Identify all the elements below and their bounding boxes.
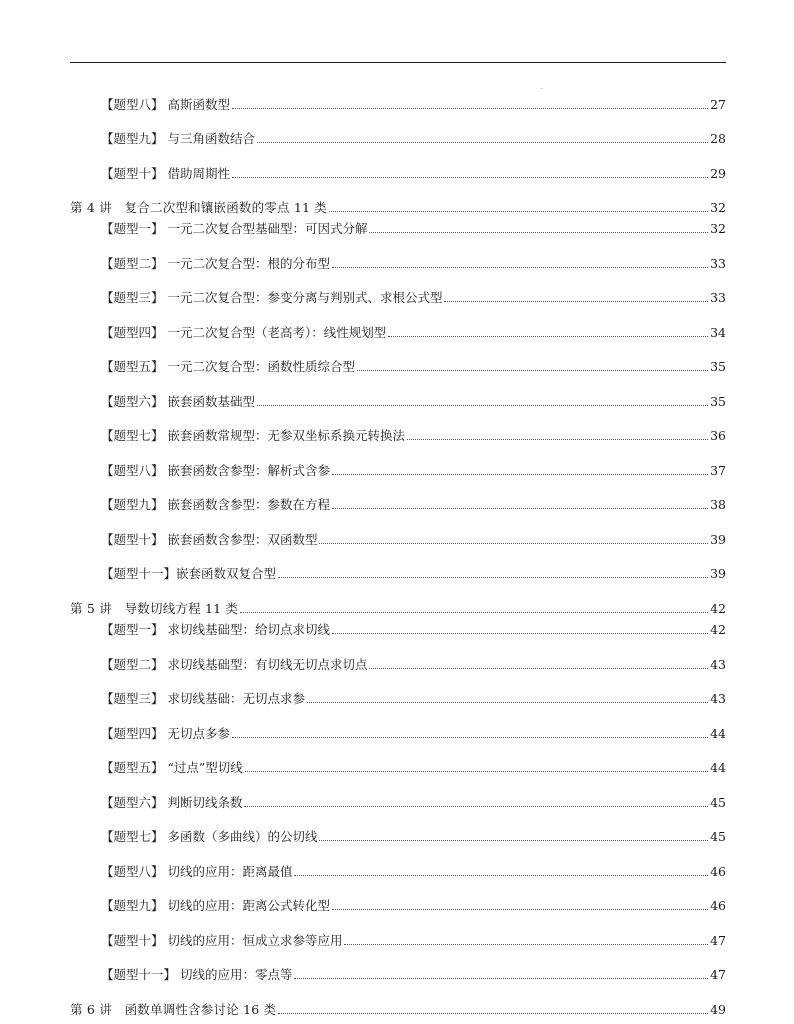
toc-entry[interactable]: 【题型五】 “过点”型切线 44 [101, 760, 726, 775]
dot-leader [444, 300, 708, 302]
page-number: 46 [710, 864, 726, 879]
page-number: 38 [710, 497, 726, 512]
page-number: 39 [710, 566, 726, 581]
dot-leader [257, 404, 708, 406]
dot-leader [319, 839, 708, 841]
page-number: 35 [710, 359, 726, 374]
dot-leader [278, 1012, 708, 1014]
dot-leader [388, 335, 708, 337]
dot-leader [357, 369, 708, 371]
toc-entry[interactable]: 【题型九】 嵌套函数含参型：参数在方程 38 [101, 497, 726, 512]
dot-leader [294, 874, 708, 876]
dot-leader [332, 507, 708, 509]
dot-leader [407, 438, 708, 440]
page-number: 42 [710, 601, 726, 616]
page-number: 43 [710, 657, 726, 672]
toc-entry[interactable]: 【题型三】 一元二次复合型：参变分离与判别式、求根公式型 33 [101, 290, 726, 305]
toc-entry[interactable]: 【题型五】 一元二次复合型：函数性质综合型 35 [101, 359, 726, 374]
dot-leader [344, 943, 708, 945]
toc-entry[interactable]: 【题型十】 借助周期性 29 [101, 166, 726, 181]
page-number: 42 [710, 622, 726, 637]
toc-entry[interactable]: 【题型一】 一元二次复合型基础型：可因式分解 32 [101, 221, 726, 236]
toc-entry[interactable]: 【题型四】 无切点多参 44 [101, 726, 726, 741]
toc-entry[interactable]: 【题型七】 多函数（多曲线）的公切线 45 [101, 829, 726, 844]
page-number: 33 [710, 256, 726, 271]
toc-entry[interactable]: 【题型八】 高斯函数型 27 [101, 97, 726, 112]
page-number: 46 [710, 898, 726, 913]
dot-leader [240, 611, 708, 613]
dot-leader [369, 667, 708, 669]
dot-leader [332, 266, 708, 268]
dot-leader [232, 176, 708, 178]
toc-entry[interactable]: 【题型十】 切线的应用：恒成立求参等应用 47 [101, 933, 726, 948]
page-number: 44 [710, 760, 726, 775]
page-number: 39 [710, 532, 726, 547]
toc-entry[interactable]: 【题型一】 求切线基础型：给切点求切线 42 [101, 622, 726, 637]
dot-leader [319, 542, 708, 544]
page-number: 45 [710, 829, 726, 844]
toc-entry[interactable]: 【题型八】 切线的应用：距离最值 46 [101, 864, 726, 879]
page-number: 43 [710, 691, 726, 706]
page-number: 45 [710, 795, 726, 810]
toc-entry[interactable]: 【题型八】 嵌套函数含参型：解析式含参 37 [101, 463, 726, 478]
page-number: 29 [710, 166, 726, 181]
toc-entry[interactable]: 【题型十】 嵌套函数含参型：双函数型 39 [101, 532, 726, 547]
dot-leader [244, 805, 708, 807]
page-number: 34 [710, 325, 726, 340]
page-number: 47 [710, 933, 726, 948]
dot-leader [369, 231, 708, 233]
toc-entry[interactable]: 【题型九】 切线的应用：距离公式转化型 46 [101, 898, 726, 913]
dot-leader [332, 908, 708, 910]
toc-entry[interactable]: 【题型二】 求切线基础型：有切线无切点求切点 43 [101, 657, 726, 672]
toc-entry[interactable]: 【题型九】 与三角函数结合 28 [101, 131, 726, 146]
stray-mark: · [541, 86, 543, 93]
page-number: 49 [710, 1002, 726, 1017]
page-number: 27 [710, 97, 726, 112]
page-number: 47 [710, 967, 726, 982]
page-number: 36 [710, 428, 726, 443]
toc-entry[interactable]: 【题型十一】 切线的应用：零点等 47 [101, 967, 726, 982]
dot-leader [257, 141, 708, 143]
toc-chapter[interactable]: 第 6 讲 函数单调性含参讨论 16 类 49 [70, 1002, 726, 1017]
dot-leader [307, 701, 708, 703]
dot-leader [232, 736, 708, 738]
toc-entry[interactable]: 【题型三】 求切线基础：无切点求参 43 [101, 691, 726, 706]
dot-leader [232, 107, 708, 109]
dot-leader [332, 473, 708, 475]
toc-entry[interactable]: 【题型二】 一元二次复合型：根的分布型 33 [101, 256, 726, 271]
page-number: 37 [710, 463, 726, 478]
toc-entry[interactable]: 【题型六】 判断切线条数 45 [101, 795, 726, 810]
dot-leader [294, 977, 708, 979]
dot-leader [332, 632, 708, 634]
dot-leader [245, 770, 708, 772]
toc-entry[interactable]: 【题型七】 嵌套函数常规型：无参双坐标系换元转换法 36 [101, 428, 726, 443]
page-number: 33 [710, 290, 726, 305]
dot-leader [329, 210, 708, 212]
toc-entry[interactable]: 【题型六】 嵌套函数基础型 35 [101, 394, 726, 409]
page-number: 44 [710, 726, 726, 741]
page-number: 32 [710, 221, 726, 236]
toc-entry[interactable]: 【题型四】 一元二次复合型（老高考）：线性规划型 34 [101, 325, 726, 340]
dot-leader [278, 576, 708, 578]
toc-chapter[interactable]: 第 5 讲 导数切线方程 11 类 42 [70, 601, 726, 616]
toc-chapter[interactable]: 第 4 讲 复合二次型和镶嵌函数的零点 11 类 32 [70, 200, 726, 215]
toc-entry[interactable]: 【题型十一】嵌套函数双复合型 39 [101, 566, 726, 581]
page-number: 35 [710, 394, 726, 409]
page-number: 32 [710, 200, 726, 215]
page-number: 28 [710, 131, 726, 146]
